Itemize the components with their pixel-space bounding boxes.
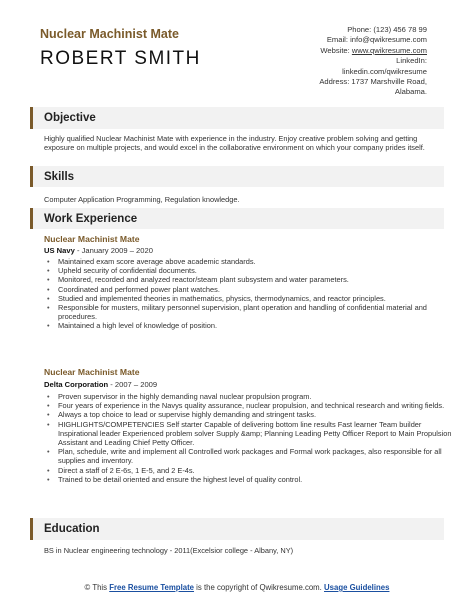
website-link[interactable]: www.qwikresume.com (351, 45, 427, 55)
skills-text: Computer Application Programming, Regulation knowledge. (44, 195, 240, 204)
list-item: • Direct a staff of 2 E-6s, 1 E-5, and 2 E-4s. (58, 466, 453, 475)
job-2-dates: - 2007 – 2009 (108, 380, 158, 389)
contact-block (227, 25, 427, 98)
list-item: • Upheld security of confidential documents. (58, 266, 453, 275)
list-item: • HIGHLIGHTS/COMPETENCIES Self starter Capable of delivering bottom line results Fast learner Team builder Inspirational leader Experienced problem solver Supply &amp; Planning Leading Petty Officer Report to Main Propulsion Assistant and Leading Chief Petty Officer. (58, 420, 453, 448)
list-item: • Studied and implemented theories in mathematics, physics, thermodynamics, and reactor principles. (58, 294, 453, 303)
website-label: Website: (320, 45, 352, 55)
education-heading: Education (30, 518, 444, 540)
footer-copyright (60, 583, 414, 594)
job-1-company: US Navy (44, 246, 75, 255)
job-2-title: Nuclear Machinist Mate (44, 367, 140, 377)
list-item: • Proven supervisor in the highly demanding naval nuclear propulsion program. (58, 392, 453, 401)
list-item: • Responsible for musters, military personnel supervision, plant operation and handling of confidential material and procedures. (58, 303, 453, 321)
objective-text: Highly qualified Nuclear Machinist Mate with experience in the industry. Enjoy creative problem solving and getting exposure on multiple projects, and would excel in the collaborative environment on which your company prides itself. (44, 134, 425, 153)
objective-heading: Objective (30, 107, 444, 129)
skills-heading: Skills (30, 166, 444, 187)
list-item: • Maintained a high level of knowledge of position. (58, 321, 453, 330)
contact-phone: Phone: (123) 456 78 99 (347, 25, 427, 34)
job-1-title: Nuclear Machinist Mate (44, 234, 140, 244)
contact-email: Email: info@qwikresume.com (326, 35, 427, 45)
job-2-company: Delta Corporation (44, 380, 109, 389)
job-2-company-line (44, 380, 157, 389)
footer-prefix: © This (84, 583, 110, 592)
list-item: • Always a top choice to lead or supervise highly demanding and stringent tasks. (58, 410, 453, 419)
list-item: • Four years of experience in the Navys quality assurance, nuclear propulsion, and technical research and writing fields. (58, 401, 453, 410)
free-resume-template-link[interactable]: Free Resume Template (109, 583, 195, 592)
usage-guidelines-link[interactable]: Usage Guidelines (324, 583, 390, 592)
contact-address: Address: 1737 Marshville Road, (319, 77, 427, 87)
resume-header (0, 0, 474, 96)
contact-linkedin-label: LinkedIn: (396, 56, 427, 66)
contact-linkedin: linkedin.com/qwikresume (342, 66, 427, 76)
contact-address-line2: Alabama. (394, 87, 427, 97)
job-1-dates: - January 2009 – 2020 (74, 246, 153, 255)
list-item: • Trained to be detail oriented and ensure the highest level of quality control. (58, 475, 453, 484)
job-1-company-line (44, 246, 153, 255)
job-title: Nuclear Machinist Mate (40, 27, 179, 41)
education-text: BS in Nuclear engineering technology - 2011(Excelsior college - Albany, NY) (44, 546, 294, 555)
job-1-bullets (44, 257, 453, 331)
list-item: • Plan, schedule, write and implement all Controlled work packages and Formal work packages, also responsible for all supplies and inventory. (58, 447, 453, 465)
list-item: • Maintained exam score average above academic standards. (58, 257, 453, 266)
list-item: • Coordinated and performed power plant watches. (58, 285, 453, 294)
work-experience-heading: Work Experience (30, 208, 444, 229)
candidate-name: ROBERT SMITH (40, 48, 201, 69)
contact-website (227, 46, 427, 56)
list-item: • Monitored, recorded and analyzed reactor/steam plant subsystem and water parameters. (58, 275, 453, 284)
job-2-bullets (44, 392, 453, 484)
footer-middle: is the copyright of Qwikresume.com. (194, 583, 325, 592)
